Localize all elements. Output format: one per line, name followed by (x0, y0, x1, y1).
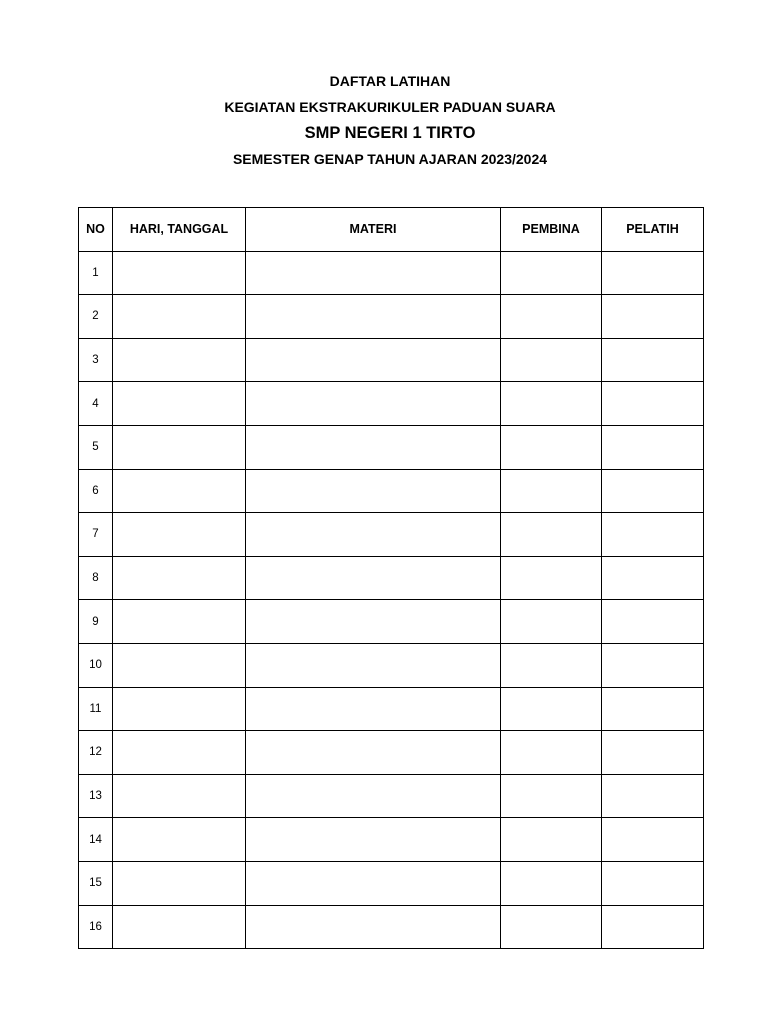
pembina-cell[interactable] (501, 774, 602, 818)
materi-cell[interactable] (246, 818, 501, 862)
column-header-pembina: PEMBINA (501, 208, 602, 252)
pembina-cell[interactable] (501, 818, 602, 862)
hari-tanggal-cell[interactable] (113, 687, 246, 731)
table-row (79, 338, 704, 382)
table-row (79, 556, 704, 600)
table-body (79, 251, 704, 949)
hari-tanggal-cell[interactable] (113, 251, 246, 295)
hari-tanggal-cell[interactable] (113, 295, 246, 339)
school-name: SMP NEGERI 1 TIRTO (304, 124, 476, 142)
pembina-cell[interactable] (501, 382, 602, 426)
hari-tanggal-cell[interactable] (113, 861, 246, 905)
pelatih-cell[interactable] (602, 731, 704, 775)
pembina-cell[interactable] (501, 687, 602, 731)
materi-cell[interactable] (246, 338, 501, 382)
pembina-cell[interactable] (501, 338, 602, 382)
hari-tanggal-cell[interactable] (113, 643, 246, 687)
row-number: 14 (79, 818, 113, 862)
table-row (79, 382, 704, 426)
materi-cell[interactable] (246, 469, 501, 513)
table-row (79, 905, 704, 949)
column-header-pelatih: PELATIH (602, 208, 704, 252)
pelatih-cell[interactable] (602, 295, 704, 339)
materi-cell[interactable] (246, 251, 501, 295)
pelatih-cell[interactable] (602, 338, 704, 382)
column-header-materi: MATERI (246, 208, 501, 252)
pelatih-cell[interactable] (602, 382, 704, 426)
pelatih-cell[interactable] (602, 469, 704, 513)
pelatih-cell[interactable] (602, 425, 704, 469)
pelatih-cell[interactable] (602, 687, 704, 731)
table-row (79, 731, 704, 775)
materi-cell[interactable] (246, 425, 501, 469)
table-header-row (79, 208, 704, 252)
row-number: 8 (79, 556, 113, 600)
row-number: 4 (79, 382, 113, 426)
pembina-cell[interactable] (501, 295, 602, 339)
pembina-cell[interactable] (501, 425, 602, 469)
materi-cell[interactable] (246, 556, 501, 600)
document-header (0, 68, 768, 172)
hari-tanggal-cell[interactable] (113, 818, 246, 862)
column-header-no: NO (79, 208, 113, 252)
hari-tanggal-cell[interactable] (113, 600, 246, 644)
practice-log-table (78, 207, 704, 949)
row-number: 5 (79, 425, 113, 469)
hari-tanggal-cell[interactable] (113, 774, 246, 818)
table-row (79, 687, 704, 731)
pelatih-cell[interactable] (602, 513, 704, 557)
table-row (79, 425, 704, 469)
table-row (79, 818, 704, 862)
materi-cell[interactable] (246, 295, 501, 339)
row-number: 2 (79, 295, 113, 339)
materi-cell[interactable] (246, 731, 501, 775)
hari-tanggal-cell[interactable] (113, 513, 246, 557)
hari-tanggal-cell[interactable] (113, 556, 246, 600)
pelatih-cell[interactable] (602, 861, 704, 905)
row-number: 12 (79, 731, 113, 775)
hari-tanggal-cell[interactable] (113, 905, 246, 949)
materi-cell[interactable] (246, 600, 501, 644)
materi-cell[interactable] (246, 643, 501, 687)
pembina-cell[interactable] (501, 469, 602, 513)
row-number: 11 (79, 687, 113, 731)
table-row (79, 251, 704, 295)
table-row (79, 295, 704, 339)
table-row (79, 643, 704, 687)
semester-label: SEMESTER GENAP TAHUN AJARAN 2023/2024 (232, 151, 548, 167)
pembina-cell[interactable] (501, 600, 602, 644)
column-header-hari-tanggal: HARI, TANGGAL (113, 208, 246, 252)
row-number: 6 (79, 469, 113, 513)
pelatih-cell[interactable] (602, 556, 704, 600)
pelatih-cell[interactable] (602, 251, 704, 295)
hari-tanggal-cell[interactable] (113, 469, 246, 513)
document-title: DAFTAR LATIHAN (329, 73, 451, 89)
row-number: 7 (79, 513, 113, 557)
activity-subtitle: KEGIATAN EKSTRAKURIKULER PADUAN SUARA (224, 99, 556, 115)
pelatih-cell[interactable] (602, 600, 704, 644)
pembina-cell[interactable] (501, 251, 602, 295)
materi-cell[interactable] (246, 861, 501, 905)
materi-cell[interactable] (246, 687, 501, 731)
row-number: 15 (79, 861, 113, 905)
pelatih-cell[interactable] (602, 643, 704, 687)
row-number: 13 (79, 774, 113, 818)
materi-cell[interactable] (246, 382, 501, 426)
materi-cell[interactable] (246, 905, 501, 949)
table-row (79, 600, 704, 644)
pembina-cell[interactable] (501, 731, 602, 775)
hari-tanggal-cell[interactable] (113, 731, 246, 775)
hari-tanggal-cell[interactable] (113, 382, 246, 426)
table-row (79, 469, 704, 513)
pembina-cell[interactable] (501, 513, 602, 557)
pembina-cell[interactable] (501, 556, 602, 600)
table-row (79, 513, 704, 557)
pembina-cell[interactable] (501, 861, 602, 905)
hari-tanggal-cell[interactable] (113, 338, 246, 382)
pembina-cell[interactable] (501, 643, 602, 687)
attendance-table-container (78, 207, 704, 949)
table-row (79, 774, 704, 818)
row-number: 10 (79, 643, 113, 687)
table-row (79, 861, 704, 905)
pelatih-cell[interactable] (602, 905, 704, 949)
row-number: 9 (79, 600, 113, 644)
pelatih-cell[interactable] (602, 774, 704, 818)
row-number: 1 (79, 251, 113, 295)
pembina-cell[interactable] (501, 905, 602, 949)
pelatih-cell[interactable] (602, 818, 704, 862)
row-number: 3 (79, 338, 113, 382)
materi-cell[interactable] (246, 513, 501, 557)
hari-tanggal-cell[interactable] (113, 425, 246, 469)
row-number: 16 (79, 905, 113, 949)
materi-cell[interactable] (246, 774, 501, 818)
